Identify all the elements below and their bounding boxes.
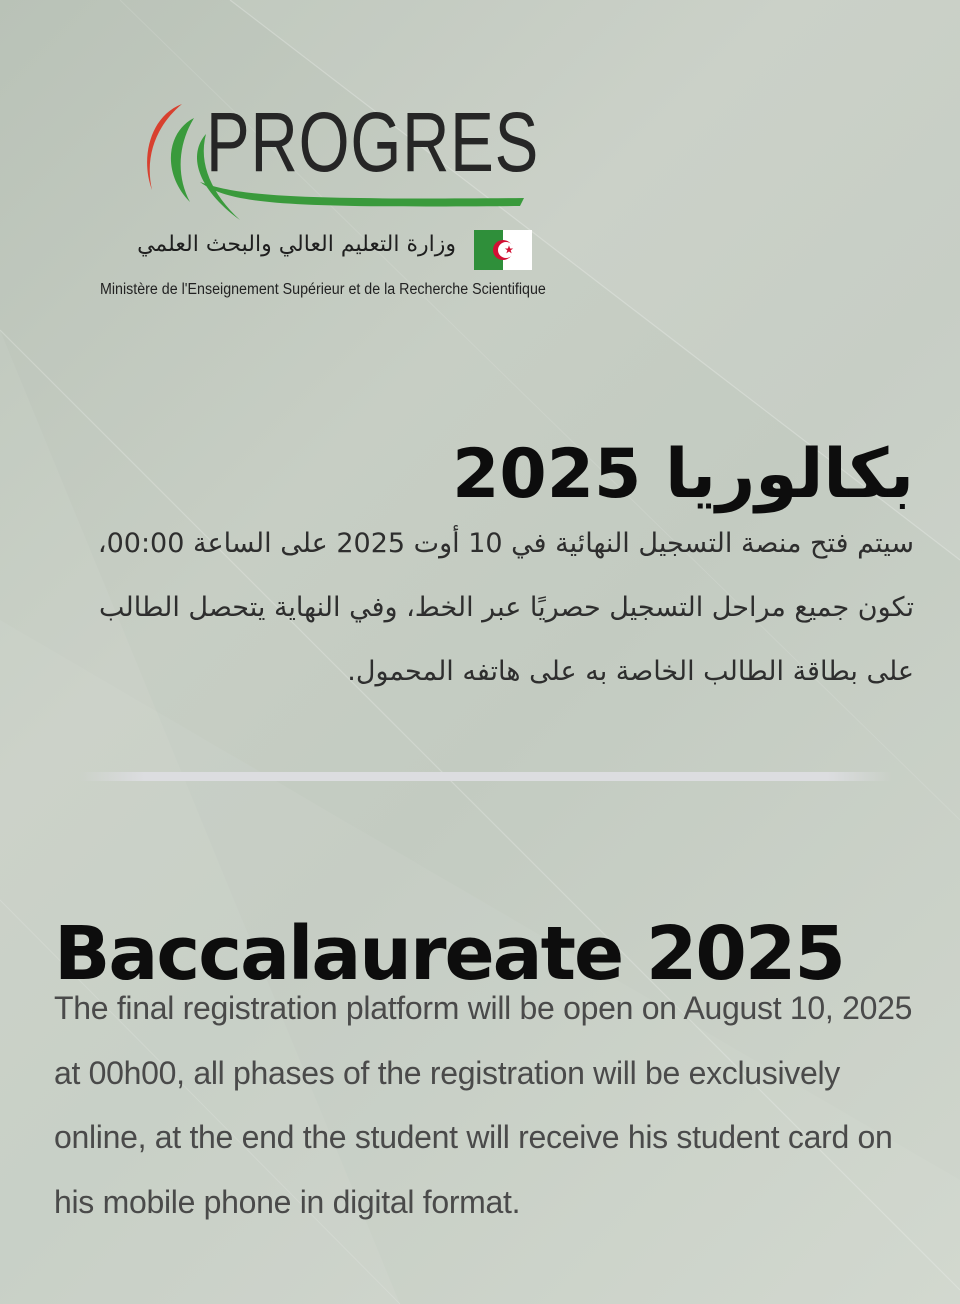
- ministry-name-arabic: وزارة التعليم العالي والبحث العلمي: [137, 232, 456, 257]
- algeria-flag-icon: [474, 230, 532, 270]
- english-title: Baccalaureate 2025: [54, 910, 844, 997]
- section-divider: [80, 772, 892, 781]
- arabic-announcement: سيتم فتح منصة التسجيل النهائية في 10 أوت 2025 على الساعة 00:00، تكون جميع مراحل التسجيل حصريًا عبر الخط، وفي النهاية يتحصل الطالب على بطاقة الطالب الخاصة به على هاتفه المحمول.: [97, 528, 914, 687]
- progres-logo: [96, 95, 616, 308]
- arabic-title: بكالوريا 2025: [452, 434, 914, 514]
- ministry-name-french: Ministère de l'Enseignement Supérieur et de la Recherche Scientifique: [100, 281, 546, 298]
- english-announcement: The final registration platform will be open on August 10, 2025 at 00h00, all phases of the registration will be exclusively online, at the end the student will receive his student card on his mobile phone in digital format.: [54, 990, 913, 1220]
- logo-wordmark: PROGRES: [206, 95, 540, 189]
